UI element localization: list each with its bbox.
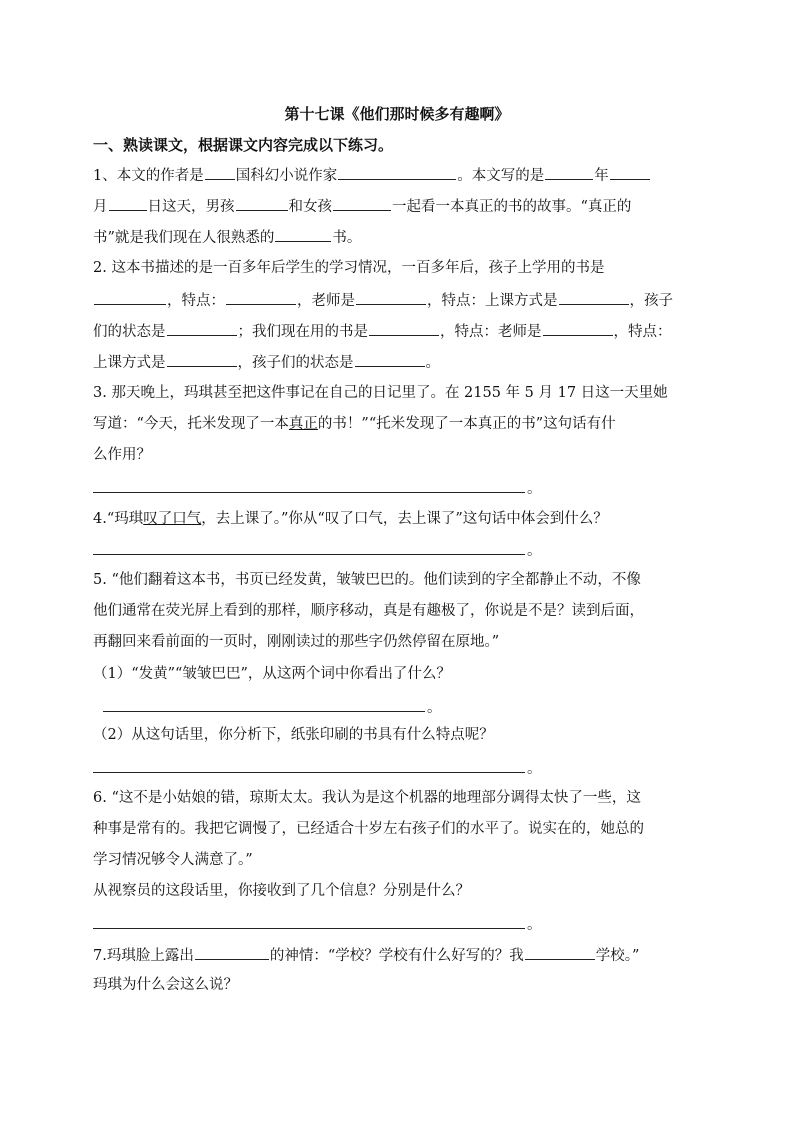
q3-underlined-word: 真正 xyxy=(288,416,318,432)
q1-text: 日这天，男孩 xyxy=(147,199,235,215)
q5-sub-2-answer-line[interactable] xyxy=(93,772,525,773)
q2-text: ，孩子们的状态是 xyxy=(237,355,354,371)
q5-sub-1-answer-period: 。 xyxy=(427,700,442,716)
q2-blank-now-kids[interactable] xyxy=(355,351,425,367)
q2-text: ；我们现在用的书是 xyxy=(237,324,368,340)
q7-text: 学校。” xyxy=(595,948,640,964)
question-6-line-1: 6. “这不是小姑娘的错，琼斯太太。我认为是这个机器的地理部分调得太快了一些，这 xyxy=(93,790,641,806)
q1-text: 1、本文的作者是 xyxy=(93,168,204,184)
q1-text: 书。 xyxy=(332,230,362,246)
q4-answer-line[interactable] xyxy=(93,554,525,555)
q1-blank-girl[interactable] xyxy=(333,195,391,211)
q2-blank-future-book[interactable] xyxy=(94,289,166,305)
q1-blank-boy[interactable] xyxy=(236,195,288,211)
q1-blank-country[interactable] xyxy=(205,164,235,180)
q2-blank-now-book[interactable] xyxy=(369,320,439,336)
q3-text: 写道：“今天，托米发现了一本 xyxy=(93,416,289,432)
question-6-line-4: 从视察员的这段话里，你接收到了几个信息？分别是什么？ xyxy=(93,883,470,899)
q1-text: 。本文写的是 xyxy=(457,168,545,184)
question-1-line-3 xyxy=(93,226,361,248)
q2-blank-future-class[interactable] xyxy=(559,289,629,305)
q4-answer-period: 。 xyxy=(527,543,542,559)
q2-text: ，老师是 xyxy=(297,293,355,309)
q2-text: 。 xyxy=(425,355,440,371)
q1-blank-book-type[interactable] xyxy=(275,226,331,242)
question-5-sub-1: （1）“发黄”“皱皱巴巴”，从这两个词中你看出了什么？ xyxy=(93,666,451,682)
q1-blank-year[interactable] xyxy=(545,164,593,180)
question-3-line-2 xyxy=(93,414,616,434)
q1-text: 年 xyxy=(594,168,609,184)
q2-text: ，特点：上课方式是 xyxy=(427,293,558,309)
question-2-line-4 xyxy=(93,351,440,373)
question-6-line-3: 学习情况够令人满意了。” xyxy=(93,852,253,868)
question-2-line-2 xyxy=(93,289,673,311)
q7-blank-expression[interactable] xyxy=(195,944,269,960)
q2-blank-now-class[interactable] xyxy=(167,351,237,367)
question-2-line-1: 2. 这本书描述的是一百多年后学生的学习情况，一百多年后，孩子上学用的书是 xyxy=(93,260,605,276)
question-7-line-1 xyxy=(93,944,639,966)
section-heading: 一、熟读课文，根据课文内容完成以下练习。 xyxy=(93,136,394,154)
question-1-line-2 xyxy=(93,195,631,217)
q7-text: 的神情：“学校？学校有什么好写的？我 xyxy=(269,948,524,964)
q2-text: ，特点：老师是 xyxy=(440,324,542,340)
q2-blank-future-teacher[interactable] xyxy=(356,289,426,305)
q1-text: 国科幻小说作家 xyxy=(235,168,338,184)
q1-text: 一起看一本真正的书的故事。“真正的 xyxy=(392,199,632,215)
question-3-line-1: 3. 那天晚上，玛琪甚至把这件事记在自己的日记里了。在 2155 年 5 月 17 日这一天里她 xyxy=(93,385,668,401)
q7-blank-school-feeling[interactable] xyxy=(525,944,595,960)
q1-text: 月 xyxy=(93,199,108,215)
q1-text: 书”就是我们现在人很熟悉的 xyxy=(93,230,275,246)
question-5-sub-2: （2）从这句话里，你分析下，纸张印刷的书具有什么特点呢？ xyxy=(93,727,494,743)
q6-answer-period: 。 xyxy=(527,917,542,933)
q2-text: ，特点： xyxy=(613,324,672,340)
q2-blank-now-teacher[interactable] xyxy=(543,320,613,336)
q6-answer-line[interactable] xyxy=(93,928,525,929)
q2-text: 上课方式是 xyxy=(93,355,166,371)
question-3-line-3: 么作用？ xyxy=(93,447,151,463)
question-1-line-1 xyxy=(93,164,651,186)
page-title: 第十七课《他们那时候多有趣啊》 xyxy=(284,105,510,123)
q5-sub-1-answer-line[interactable] xyxy=(103,711,425,712)
q4-text: ，去上课了。”你从“叹了口气，去上课了”这句话中体会到什么？ xyxy=(201,511,608,527)
q2-text: ，孩子 xyxy=(629,293,673,309)
q2-blank-future-book-feature[interactable] xyxy=(226,289,296,305)
q3-answer-period: 。 xyxy=(527,481,542,497)
q1-blank-day[interactable] xyxy=(109,195,147,211)
q4-underlined-phrase: 叹了口气 xyxy=(143,511,202,527)
question-5-line-2: 他们通常在荧光屏上看到的那样，顺序移动，真是有趣极了，你说是不是？读到后面， xyxy=(93,603,644,619)
question-2-line-3 xyxy=(93,320,672,342)
q2-text: ，特点： xyxy=(167,293,225,309)
q3-text: 的书！”“托米发现了一本真正的书”这句话有什 xyxy=(317,416,616,432)
q1-text: 和女孩 xyxy=(288,199,332,215)
question-5-line-1: 5. “他们翻着这本书，书页已经发黄，皱皱巴巴的。他们读到的字全都静止不动，不像 xyxy=(93,572,641,588)
q1-blank-author[interactable] xyxy=(338,164,456,180)
q7-text: 7.玛琪脸上露出 xyxy=(93,948,194,964)
q4-text: 4.“玛琪 xyxy=(93,511,144,527)
q2-text: 们的状态是 xyxy=(93,324,166,340)
q2-blank-future-kids[interactable] xyxy=(167,320,237,336)
q1-blank-month[interactable] xyxy=(610,164,650,180)
question-5-line-3: 再翻回来看前面的一页时，刚刚读过的那些字仍然停留在原地。” xyxy=(93,634,500,650)
q3-answer-line[interactable] xyxy=(93,492,525,493)
q5-sub-2-answer-period: 。 xyxy=(527,761,542,777)
question-4-line-1 xyxy=(93,509,608,529)
question-6-line-2: 种事是常有的。我把它调慢了，已经适合十岁左右孩子们的水平了。说实在的，她总的 xyxy=(93,821,644,837)
question-7-line-2: 玛琪为什么会这么说？ xyxy=(93,977,238,993)
